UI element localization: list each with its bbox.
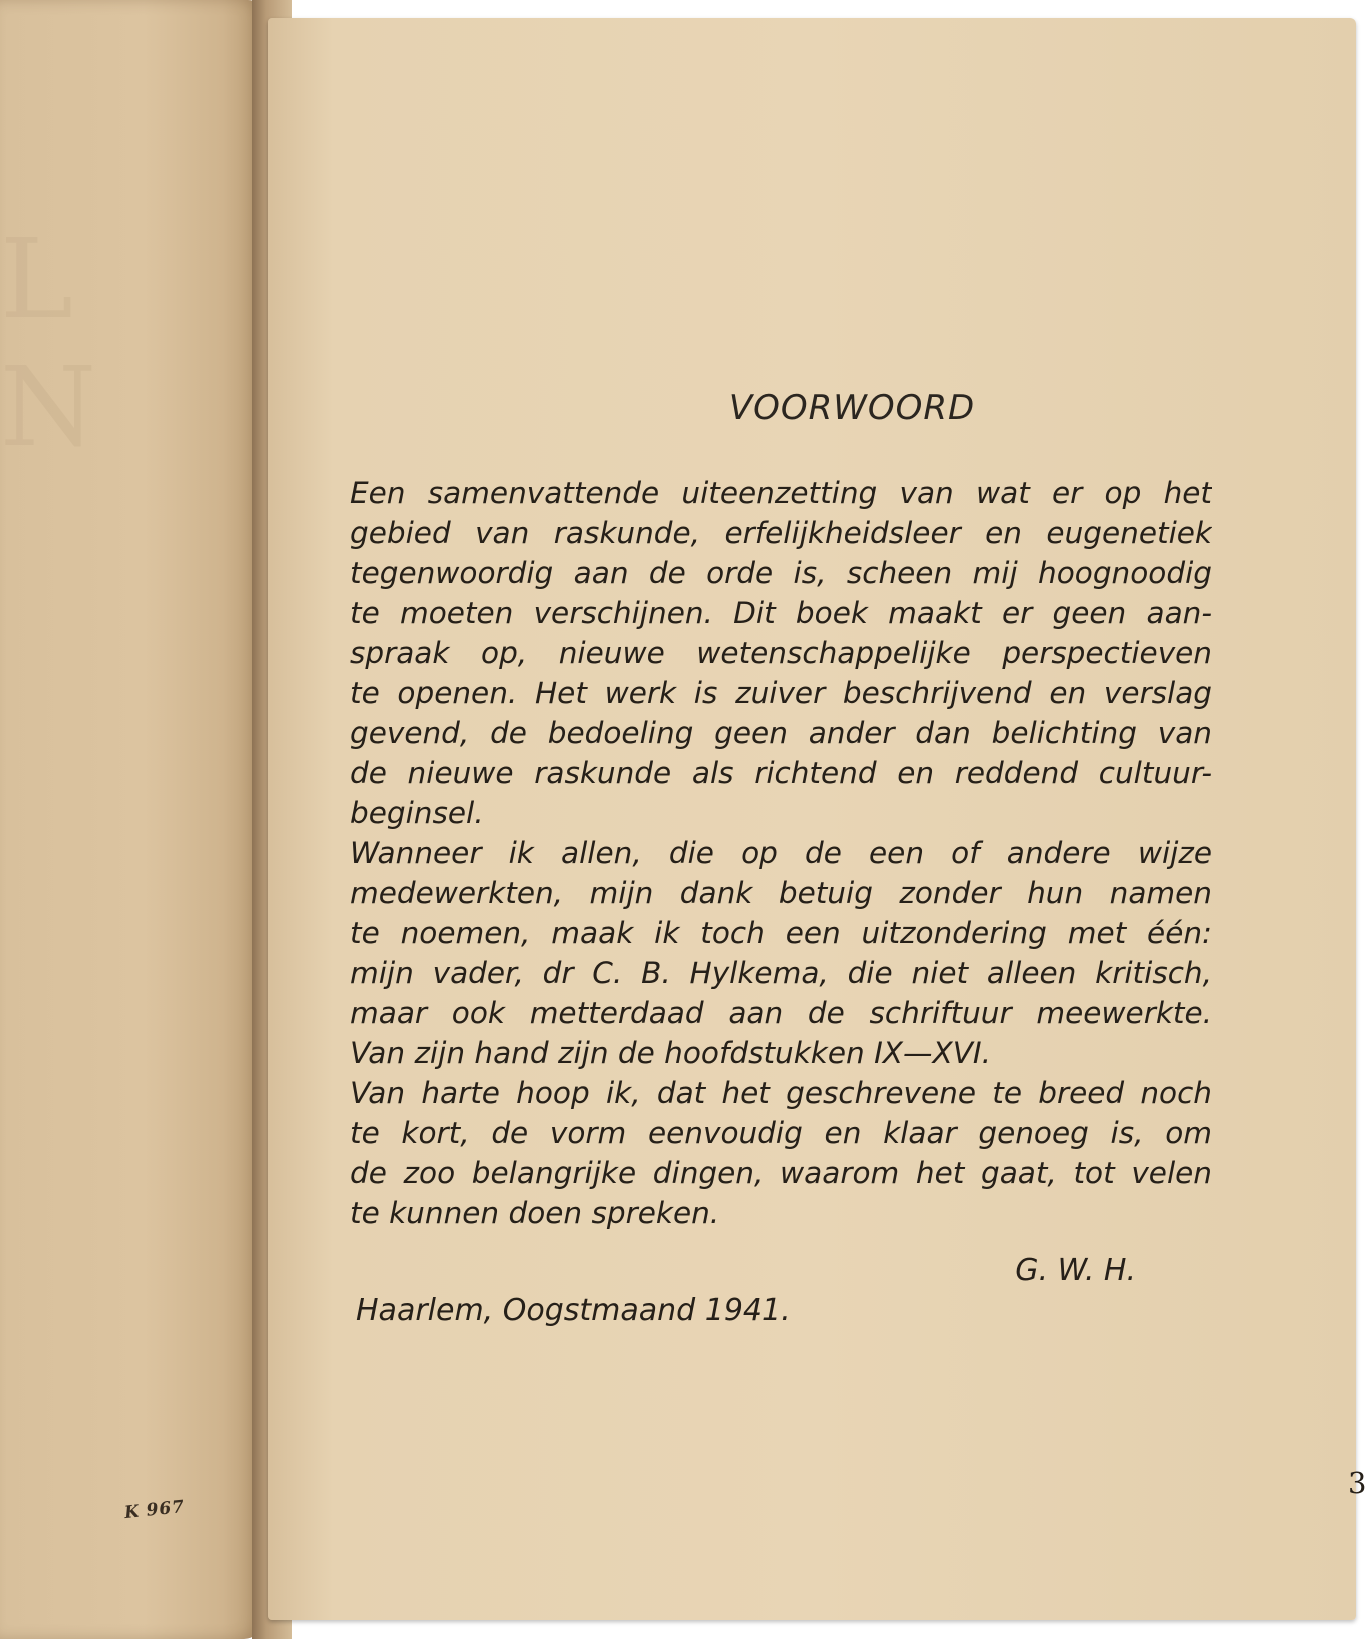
text-line: te noemen, maak ik toch een uitzondering met één: (350, 916, 1212, 950)
text-line: beginsel. (350, 796, 484, 830)
left-page (0, 0, 262, 1639)
page-number: 3 (1348, 1466, 1367, 1500)
author-initials: G. W. H. (1015, 1253, 1136, 1288)
text-line: maar ook metterdaad aan de schriftuur meewerkte. (350, 996, 1212, 1030)
page-heading: VOORWOORD (728, 388, 976, 428)
place-date: Haarlem, Oogstmaand 1941. (356, 1293, 791, 1328)
text-line: tegenwoordig aan de orde is, scheen mij hoognoodig (350, 556, 1212, 590)
text-line: Een samenvattende uiteenzetting van wat er op het (350, 476, 1212, 510)
text-line: de zoo belangrijke dingen, waarom het gaat, tot velen (350, 1156, 1212, 1190)
text-line: te moeten verschijnen. Dit boek maakt er geen aan- (350, 596, 1212, 630)
text-line: Wanneer ik allen, die op de een of andere wijze (350, 836, 1212, 870)
text-line: medewerkten, mijn dank betuig zonder hun namen (350, 876, 1212, 910)
text-line: te kort, de vorm eenvoudig en klaar genoeg is, om (350, 1116, 1212, 1150)
text-line: Van harte hoop ik, dat het geschrevene te breed noch (350, 1076, 1212, 1110)
preface-body (350, 473, 1212, 1233)
text-line: gevend, de bedoeling geen ander dan belichting van (350, 716, 1212, 750)
text-line: gebied van raskunde, erfelijkheidsleer en eugenetiek (350, 516, 1212, 550)
right-page (268, 18, 1367, 1620)
catalog-code: K 967 (123, 1496, 187, 1524)
text-line: mijn vader, dr C. B. Hylkema, die niet alleen kritisch, (350, 956, 1212, 990)
bleed-through-text: L N (0, 215, 117, 471)
text-line: te kunnen doen spreken. (350, 1196, 720, 1230)
text-line: de nieuwe raskunde als richtend en reddend cultuur- (350, 756, 1212, 790)
text-line: spraak op, nieuwe wetenschappelijke perspectieven (350, 636, 1212, 670)
text-line: Van zijn hand zijn de hoofdstukken IX—XVI. (350, 1036, 991, 1070)
text-line: te openen. Het werk is zuiver beschrijvend en verslag (350, 676, 1212, 710)
